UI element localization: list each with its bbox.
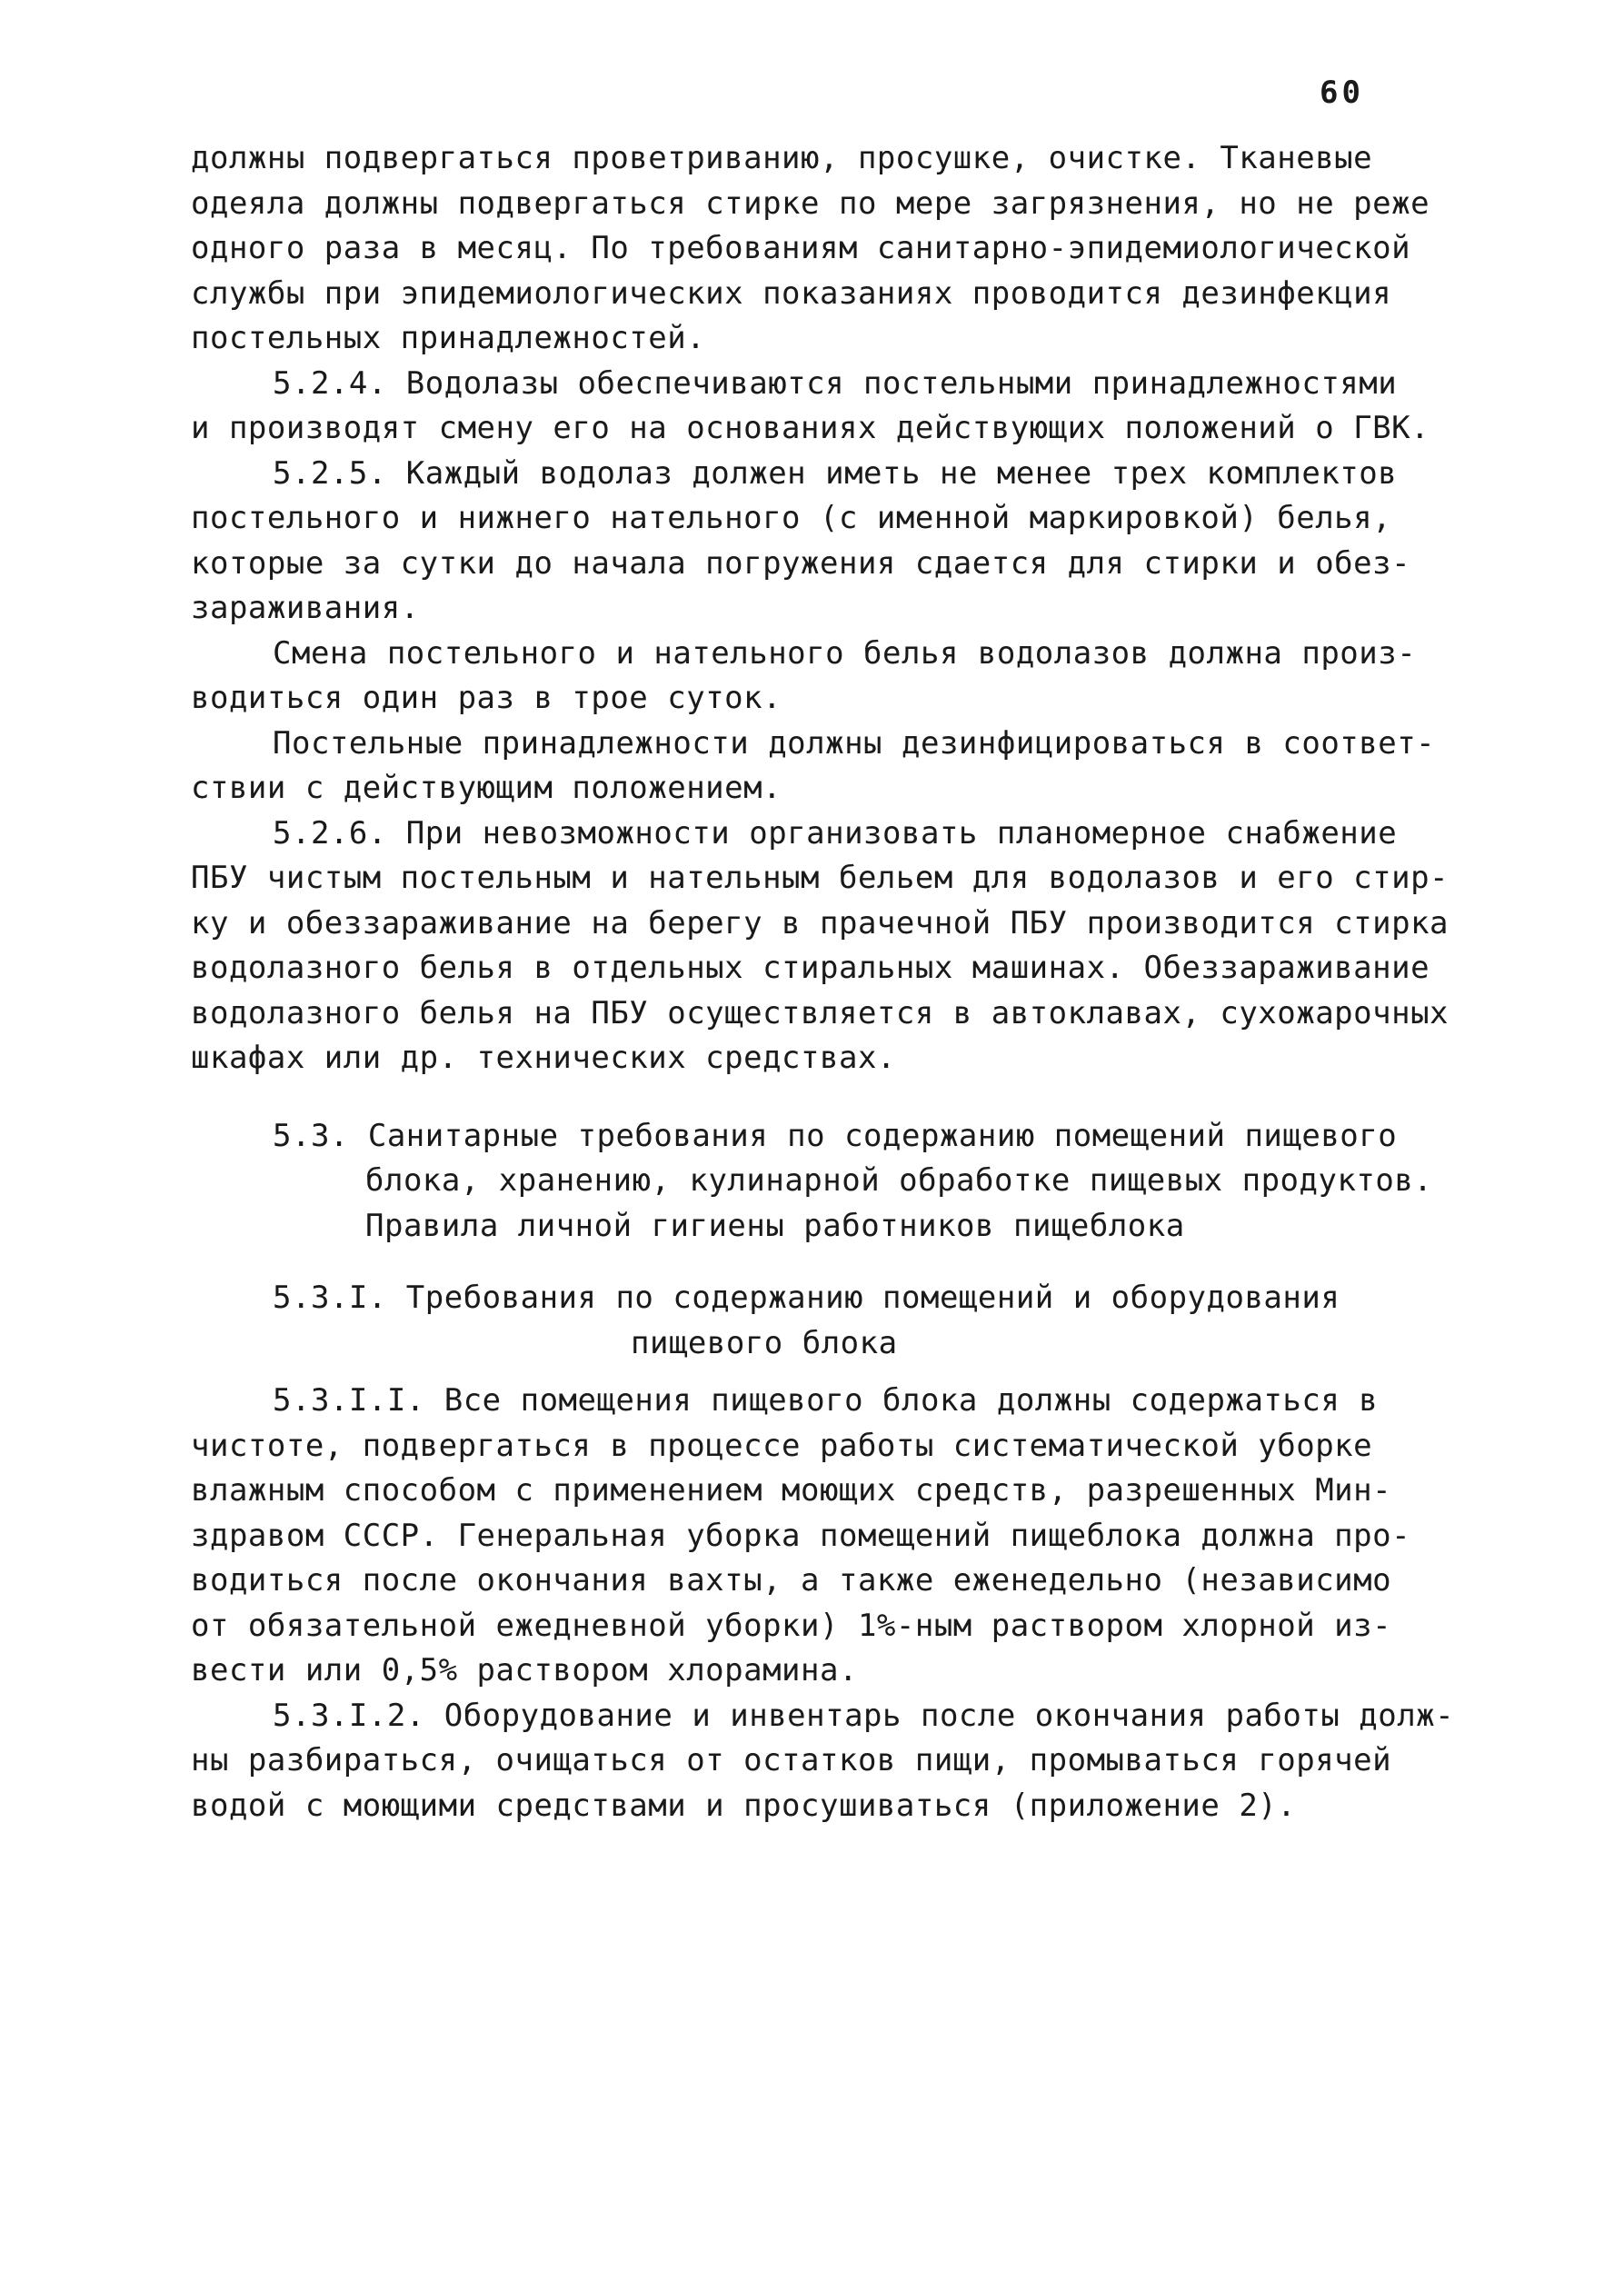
text-line: ПБУ чистым постельным и нательным бельем для водолазов и его стир- bbox=[191, 860, 1450, 896]
text-line: водой с моющими средствами и просушиваться (приложение 2). bbox=[191, 1787, 1297, 1824]
paragraph-bedding-care bbox=[191, 136, 1445, 362]
text-line: 5.2.5. Каждый водолаз должен иметь не менее трех комплектов bbox=[273, 454, 1398, 492]
section-heading-5-3 bbox=[191, 1114, 1445, 1250]
text-line: 5.2.6. При невозможности организовать планомерное снабжение bbox=[273, 814, 1398, 852]
text-line: одеяла должны подвергаться стирке по мере загрязнения, но не реже bbox=[191, 184, 1430, 222]
heading-line: 5.3. Санитарные требования по содержанию помещений пищевого bbox=[273, 1117, 1398, 1154]
text-line: службы при эпидемиологических показаниях проводится дезинфекция bbox=[191, 274, 1392, 312]
text-line: которые за сутки до начала погружения сдается для стирки и обез- bbox=[191, 544, 1411, 582]
text-line: и производят смену его на основаниях действующих положений о ГВК. bbox=[191, 410, 1430, 446]
text-line: от обязательной ежедневной уборки) 1%-ным раствором хлорной из- bbox=[191, 1607, 1392, 1644]
section-heading-5-3-1 bbox=[191, 1276, 1445, 1366]
text-line: должны подвергаться проветриванию, просушке, очистке. Тканевые bbox=[191, 140, 1373, 176]
text-line: водолазного белья на ПБУ осуществляется в автоклавах, сухожарочных bbox=[191, 994, 1450, 1031]
text-line: ны разбираться, очищаться от остатков пищи, промываться горячей bbox=[191, 1742, 1392, 1778]
text-line: 5.2.4. Водолазы обеспечиваются постельными принадлежностями bbox=[273, 364, 1398, 402]
text-line: шкафах или др. технических средствах. bbox=[191, 1040, 896, 1076]
paragraph-disinfection bbox=[191, 722, 1445, 812]
paragraph-linen-change bbox=[191, 632, 1445, 722]
text-line: ку и обеззараживание на берегу в прачечной ПБУ производится стирка bbox=[191, 904, 1450, 941]
text-line: вести или 0,5% раствором хлорамина. bbox=[191, 1652, 858, 1688]
heading-line: блока, хранению, кулинарной обработке пищевых продуктов. bbox=[365, 1162, 1433, 1199]
page-number: 60 bbox=[1320, 75, 1364, 111]
text-line: постельного и нижнего нательного (с именной маркировкой) белья, bbox=[191, 500, 1392, 536]
text-line: одного раза в месяц. По требованиям санитарно-эпидемиологической bbox=[191, 230, 1411, 266]
text-line: Смена постельного и нательного белья водолазов должна произ- bbox=[273, 634, 1417, 672]
paragraph-5-2-6 bbox=[191, 812, 1450, 1081]
text-line: 5.3.I.2. Оборудование и инвентарь после окончания работы долж- bbox=[273, 1697, 1455, 1734]
text-line: водиться после окончания вахты, а также еженедельно (независимо bbox=[191, 1562, 1392, 1599]
heading-line: Правила личной гигиены работников пищеблока bbox=[365, 1207, 1185, 1244]
text-line: ствии с действующим положением. bbox=[191, 770, 782, 806]
paragraph-5-2-5 bbox=[191, 452, 1445, 632]
paragraph-5-3-1-2 bbox=[191, 1694, 1455, 1829]
text-line: чистоте, подвергаться в процессе работы систематической уборке bbox=[191, 1427, 1373, 1464]
text-line: водолазного белья в отдельных стиральных машинах. Обеззараживание bbox=[191, 950, 1430, 986]
text-line: Постельные принадлежности должны дезинфицироваться в соответ- bbox=[273, 724, 1436, 762]
document-body bbox=[191, 136, 1455, 1828]
heading-line: 5.3.I. Требования по содержанию помещений и оборудования bbox=[273, 1280, 1340, 1316]
paragraph-5-3-1-1 bbox=[191, 1379, 1445, 1694]
text-line: 5.3.I.I. Все помещения пищевого блока должны содержаться в bbox=[273, 1382, 1379, 1419]
heading-line: пищевого блока bbox=[631, 1324, 898, 1361]
paragraph-5-2-4 bbox=[191, 362, 1445, 452]
text-line: водиться один раз в трое суток. bbox=[191, 680, 782, 716]
text-line: влажным способом с применением моющих средств, разрешенных Мин- bbox=[191, 1472, 1392, 1509]
text-line: зараживания. bbox=[191, 590, 420, 626]
text-line: здравом СССР. Генеральная уборка помещений пищеблока должна про- bbox=[191, 1517, 1411, 1554]
text-line: постельных принадлежностей. bbox=[191, 320, 706, 356]
